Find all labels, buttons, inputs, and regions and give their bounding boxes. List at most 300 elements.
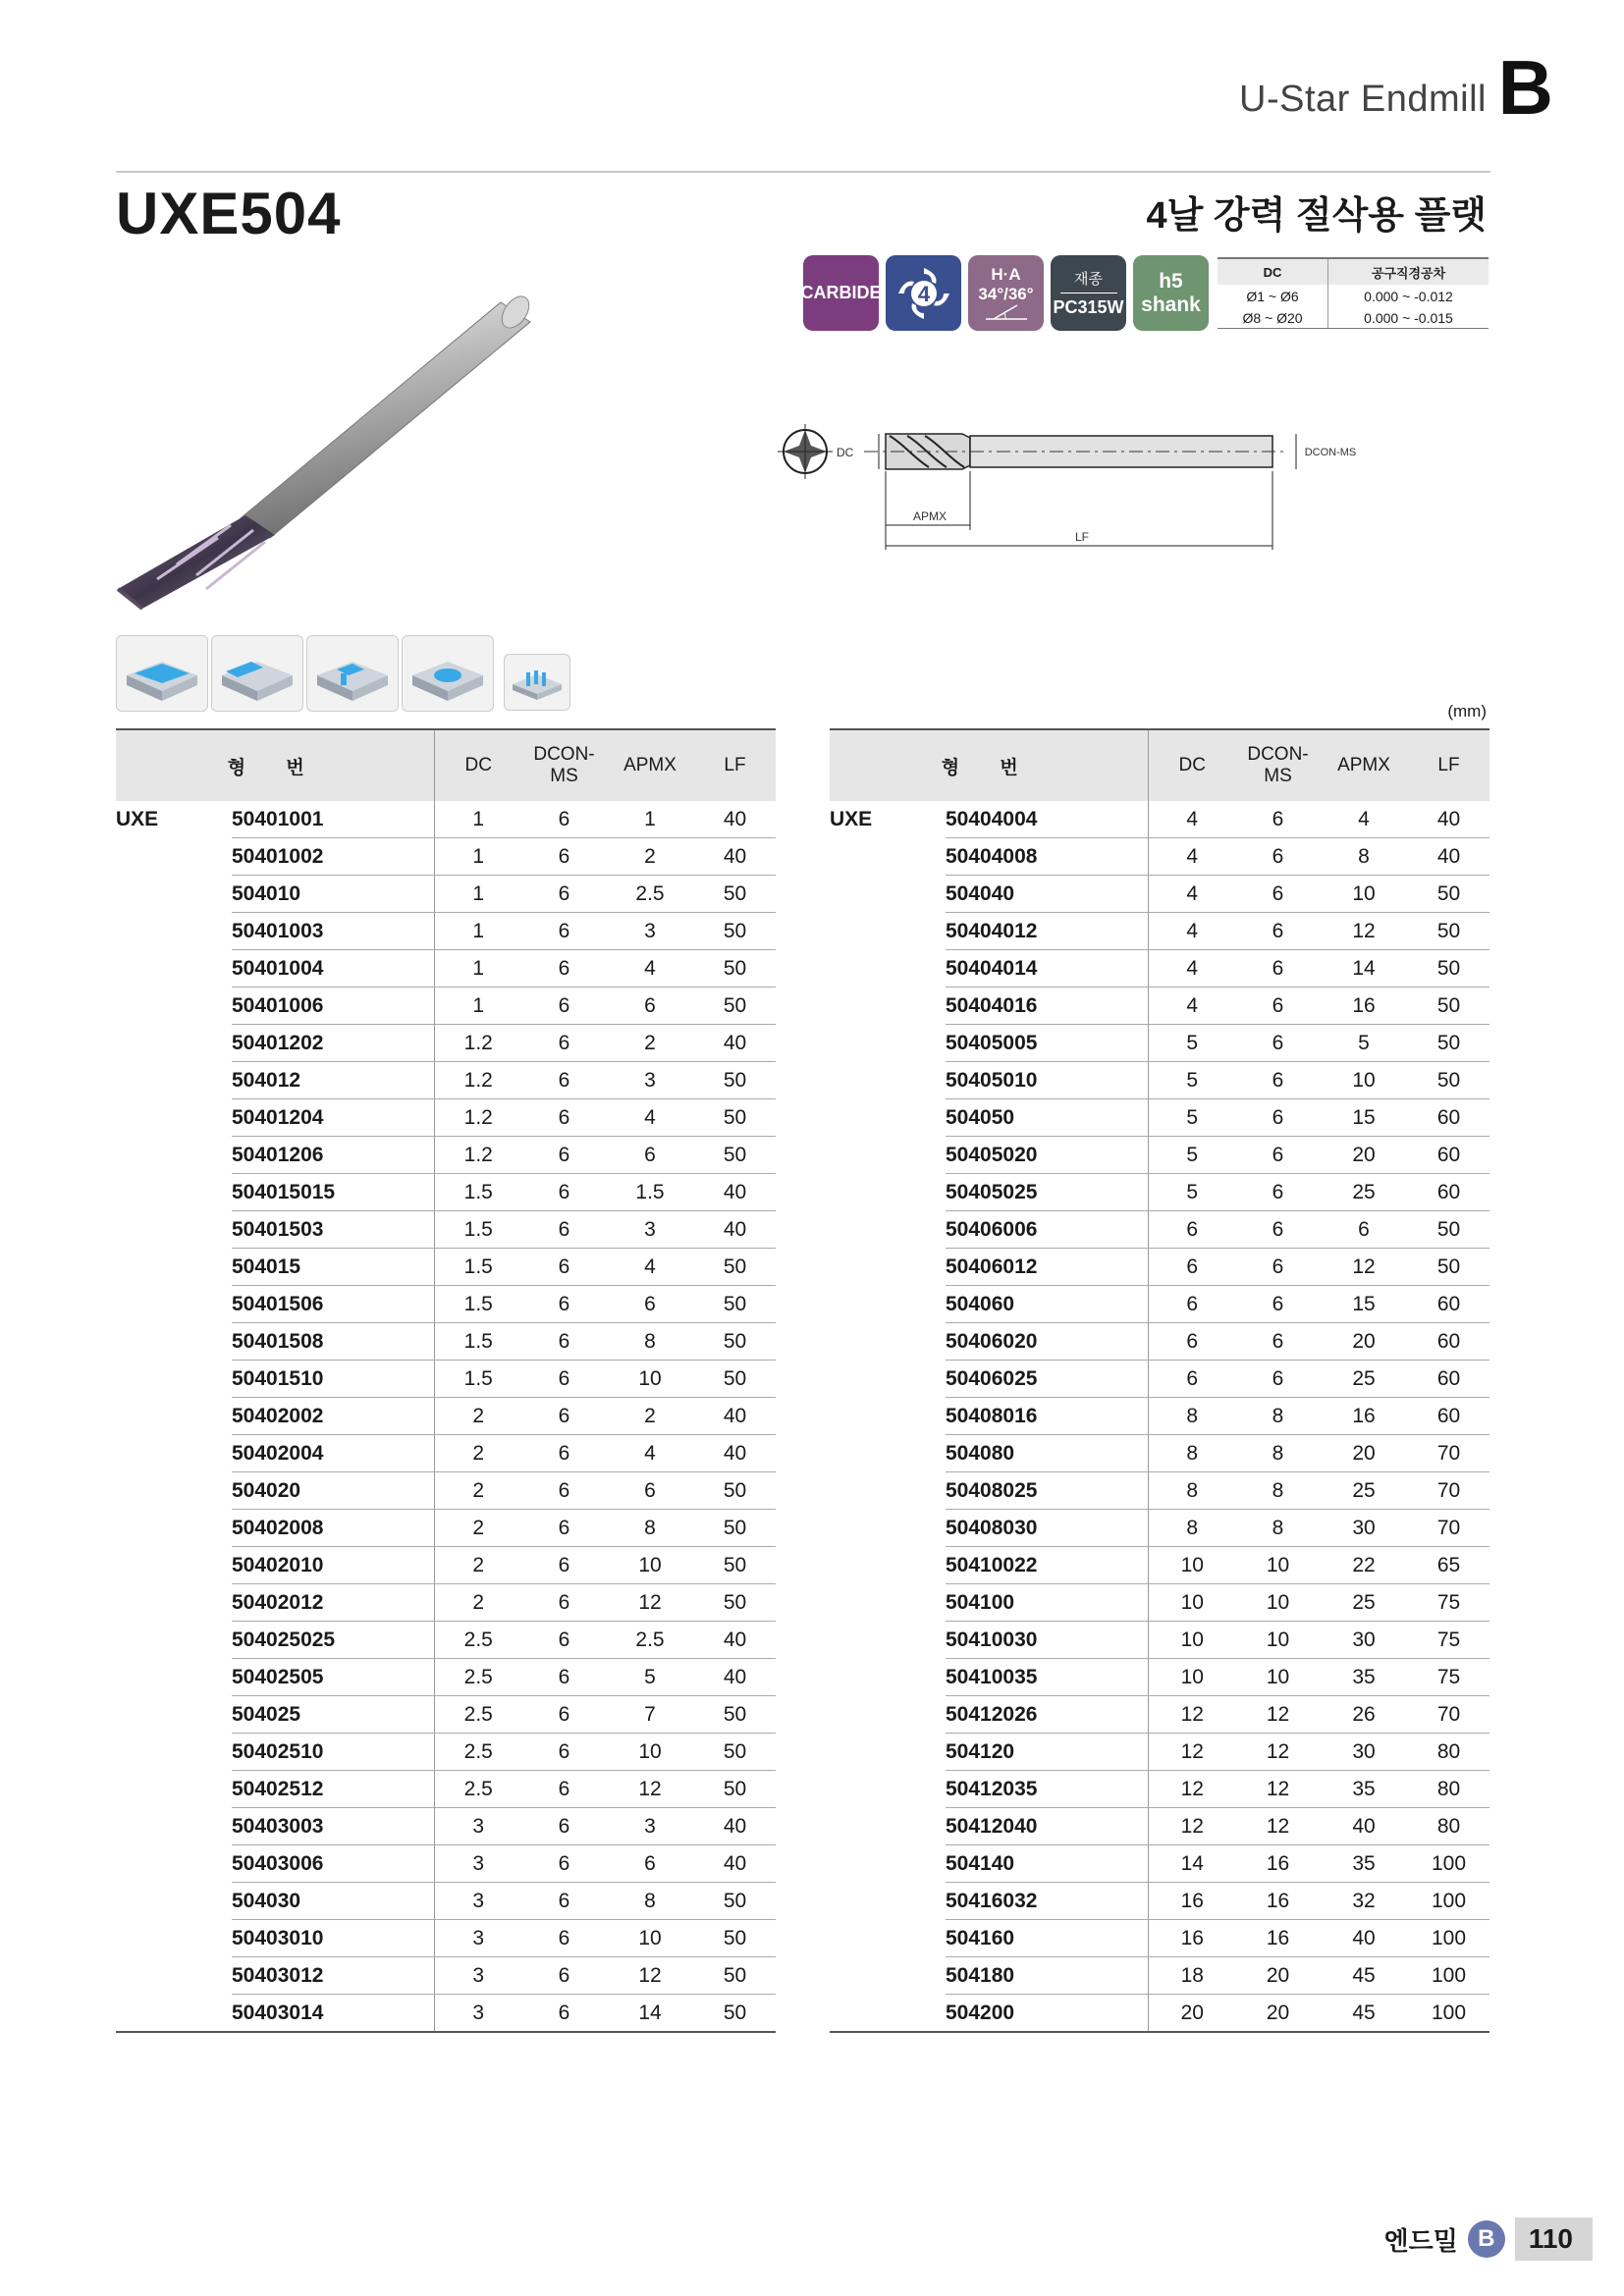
- code-prefix: [116, 1659, 232, 1696]
- table-row: [116, 950, 776, 988]
- table-row: [116, 1211, 776, 1249]
- endmill-product-image: [108, 285, 550, 618]
- unit-label: (mm): [1447, 702, 1487, 721]
- dcon-value: 12: [1236, 1696, 1320, 1734]
- part-number: 504015015: [232, 1174, 434, 1211]
- dcon-value: 6: [522, 1920, 606, 1957]
- part-number: 504030: [232, 1883, 434, 1920]
- dcon-value: 8: [1236, 1435, 1320, 1472]
- lf-value: 75: [1408, 1659, 1489, 1696]
- dcon-value: 6: [522, 1622, 606, 1659]
- part-number: 504040: [946, 876, 1148, 913]
- table-row: [116, 1808, 776, 1845]
- coating-grade-badge: [1051, 255, 1126, 331]
- code-prefix: [830, 1361, 946, 1398]
- table-row: [830, 1659, 1489, 1696]
- dc-value: 2: [434, 1584, 522, 1622]
- part-number: 504100: [946, 1584, 1148, 1622]
- code-prefix: [830, 950, 946, 988]
- lf-value: 40: [694, 1211, 776, 1249]
- table-row: [830, 950, 1489, 988]
- code-prefix: [116, 1845, 232, 1883]
- dc-value: 1.5: [434, 1211, 522, 1249]
- table-row: [116, 1472, 776, 1510]
- part-number: 504120: [946, 1734, 1148, 1771]
- table-row: [116, 1957, 776, 1995]
- diameter-tolerance-table: [1218, 257, 1489, 329]
- table-row: [830, 1995, 1489, 2033]
- code-prefix: [116, 1062, 232, 1099]
- header-code: 형 번: [116, 729, 434, 801]
- lf-value: 80: [1408, 1771, 1489, 1808]
- apmx-value: 3: [606, 1062, 694, 1099]
- dcon-value: 10: [1236, 1659, 1320, 1696]
- tol-range: Ø1 ~ Ø6: [1218, 285, 1328, 306]
- code-prefix: [116, 838, 232, 876]
- pocket-milling-icon: [402, 635, 494, 712]
- apmx-value: 14: [1320, 950, 1408, 988]
- dc-value: 1.5: [434, 1249, 522, 1286]
- dc-value: 6: [1148, 1286, 1236, 1323]
- dcon-value: 6: [1236, 1137, 1320, 1174]
- part-number: 50405025: [946, 1174, 1148, 1211]
- code-prefix: [116, 1808, 232, 1845]
- dcon-value: 6: [522, 1995, 606, 2033]
- dcon-value: 6: [522, 950, 606, 988]
- apmx-label: APMX: [913, 509, 947, 523]
- left-spec-table: [116, 728, 776, 2033]
- dcon-value: 6: [522, 1808, 606, 1845]
- part-number: 50403006: [232, 1845, 434, 1883]
- slot-milling-icon: [306, 635, 399, 712]
- dc-value: 3: [434, 1920, 522, 1957]
- apmx-value: 12: [606, 1957, 694, 1995]
- code-prefix: [830, 1099, 946, 1137]
- dcon-value: 20: [1236, 1995, 1320, 2033]
- lf-value: 60: [1408, 1361, 1489, 1398]
- table-row: [116, 1547, 776, 1584]
- apmx-value: 5: [606, 1659, 694, 1696]
- coating-divider: [1060, 293, 1117, 294]
- lf-value: 40: [694, 838, 776, 876]
- part-number: 50403014: [232, 1995, 434, 2033]
- part-number: 50403003: [232, 1808, 434, 1845]
- helix-angle-icon: [984, 303, 1029, 321]
- carbide-badge: [800, 255, 882, 331]
- apmx-value: 6: [606, 1472, 694, 1510]
- dc-value: 4: [1148, 838, 1236, 876]
- dc-value: 4: [1148, 913, 1236, 950]
- table-row: [116, 988, 776, 1025]
- apmx-value: 8: [606, 1883, 694, 1920]
- apmx-value: 10: [1320, 876, 1408, 913]
- code-prefix: UXE: [116, 807, 159, 830]
- code-prefix: [830, 1249, 946, 1286]
- lf-value: 60: [1408, 1137, 1489, 1174]
- tol-value: 0.000 ~ -0.015: [1328, 306, 1489, 329]
- part-number: 50410030: [946, 1622, 1148, 1659]
- code-prefix: [116, 1920, 232, 1957]
- product-code: UXE504: [116, 181, 342, 246]
- lf-value: 50: [694, 1323, 776, 1361]
- dc-value: 1.5: [434, 1174, 522, 1211]
- tol-range: Ø8 ~ Ø20: [1218, 306, 1328, 329]
- part-number: 50412035: [946, 1771, 1148, 1808]
- code-prefix: [830, 1734, 946, 1771]
- code-prefix: [830, 1510, 946, 1547]
- dcon-value: 6: [522, 1249, 606, 1286]
- header-code: 형 번: [830, 729, 1148, 801]
- lf-value: 75: [1408, 1622, 1489, 1659]
- page-number: 110: [1515, 2217, 1593, 2261]
- apmx-value: 25: [1320, 1584, 1408, 1622]
- part-number: 504050: [946, 1099, 1148, 1137]
- part-number: 50402012: [232, 1584, 434, 1622]
- table-row: [116, 876, 776, 913]
- part-number: 504015: [232, 1249, 434, 1286]
- dc-value: 1: [434, 801, 522, 838]
- dc-value: 16: [1148, 1883, 1236, 1920]
- part-number: 50408030: [946, 1510, 1148, 1547]
- apmx-value: 2: [606, 838, 694, 876]
- code-prefix: [116, 1361, 232, 1398]
- lf-value: 50: [694, 1361, 776, 1398]
- dcon-value: 6: [522, 801, 606, 838]
- code-prefix: [830, 1995, 946, 2033]
- endmill-dimension-drawing: [766, 412, 1394, 560]
- dc-value: 10: [1148, 1659, 1236, 1696]
- part-number: 50405020: [946, 1137, 1148, 1174]
- part-number: 50405005: [946, 1025, 1148, 1062]
- code-prefix: [116, 1771, 232, 1808]
- lf-value: 50: [694, 1547, 776, 1584]
- lf-value: 50: [694, 1062, 776, 1099]
- lf-value: 50: [1408, 1211, 1489, 1249]
- apmx-value: 4: [1320, 801, 1408, 838]
- apmx-value: 16: [1320, 1398, 1408, 1435]
- lf-value: 50: [694, 1137, 776, 1174]
- lf-value: 100: [1408, 1845, 1489, 1883]
- lf-value: 70: [1408, 1435, 1489, 1472]
- dc-value: 3: [434, 1808, 522, 1845]
- apmx-value: 25: [1320, 1361, 1408, 1398]
- dc-value: 2.5: [434, 1659, 522, 1696]
- code-prefix: [116, 1435, 232, 1472]
- dcon-value: 8: [1236, 1398, 1320, 1435]
- dc-value: 1: [434, 913, 522, 950]
- dc-value: 10: [1148, 1622, 1236, 1659]
- carbide-label: CARBIDE: [800, 283, 882, 302]
- table-row: [116, 1771, 776, 1808]
- dc-value: 2: [434, 1510, 522, 1547]
- shank-label: shank: [1141, 293, 1201, 316]
- code-prefix: [116, 1398, 232, 1435]
- table-row: [830, 1025, 1489, 1062]
- part-number: 50402510: [232, 1734, 434, 1771]
- apmx-value: 12: [606, 1771, 694, 1808]
- lf-value: 40: [1408, 838, 1489, 876]
- code-prefix: [830, 1920, 946, 1957]
- code-prefix: [830, 988, 946, 1025]
- dcon-value: 6: [1236, 1249, 1320, 1286]
- part-number: 50401506: [232, 1286, 434, 1323]
- apmx-value: 22: [1320, 1547, 1408, 1584]
- apmx-value: 45: [1320, 1995, 1408, 2033]
- apmx-value: 20: [1320, 1435, 1408, 1472]
- code-prefix: [830, 1584, 946, 1622]
- table-row: [830, 1099, 1489, 1137]
- apmx-value: 6: [606, 1845, 694, 1883]
- table-row: [830, 1062, 1489, 1099]
- dc-value: 5: [1148, 1137, 1236, 1174]
- apmx-value: 8: [606, 1323, 694, 1361]
- dcon-value: 10: [1236, 1547, 1320, 1584]
- dc-value: 2: [434, 1472, 522, 1510]
- dcon-value: 6: [522, 1286, 606, 1323]
- code-prefix: [830, 1174, 946, 1211]
- header-dcon: DCON-MS: [1236, 729, 1320, 801]
- dcon-value: 6: [522, 1211, 606, 1249]
- code-prefix: [116, 1957, 232, 1995]
- dc-value: 1.5: [434, 1361, 522, 1398]
- dcon-value: 6: [522, 1174, 606, 1211]
- code-prefix: [830, 1435, 946, 1472]
- lf-value: 50: [1408, 1062, 1489, 1099]
- code-prefix: [116, 1472, 232, 1510]
- table-row: [116, 1249, 776, 1286]
- shank-tolerance: h5: [1159, 270, 1183, 294]
- dc-value: 6: [1148, 1361, 1236, 1398]
- apmx-value: 30: [1320, 1734, 1408, 1771]
- part-number: 50404016: [946, 988, 1148, 1025]
- flute-count-badge: [886, 255, 961, 331]
- table-row: [116, 1584, 776, 1622]
- code-prefix: [116, 1099, 232, 1137]
- part-number: 50401001: [232, 801, 434, 838]
- dcon-value: 6: [522, 1845, 606, 1883]
- coating-label: 재종: [1074, 271, 1103, 288]
- lf-value: 65: [1408, 1547, 1489, 1584]
- code-prefix: [830, 1771, 946, 1808]
- part-number: 50402010: [232, 1547, 434, 1584]
- dcon-value: 6: [522, 876, 606, 913]
- table-row: [830, 1174, 1489, 1211]
- lf-value: 40: [694, 801, 776, 838]
- code-prefix: [830, 876, 946, 913]
- part-number: 50404004: [946, 801, 1148, 838]
- part-number: 50406025: [946, 1361, 1148, 1398]
- table-row: [830, 1696, 1489, 1734]
- lf-value: 50: [694, 1286, 776, 1323]
- dc-value: 5: [1148, 1099, 1236, 1137]
- lf-value: 60: [1408, 1398, 1489, 1435]
- lf-value: 60: [1408, 1174, 1489, 1211]
- lf-value: 50: [1408, 913, 1489, 950]
- lf-value: 40: [694, 1845, 776, 1883]
- dcon-value: 6: [1236, 1062, 1320, 1099]
- table-row: [116, 1696, 776, 1734]
- lf-value: 50: [694, 1099, 776, 1137]
- dcon-value: 6: [522, 913, 606, 950]
- table-row: [830, 1398, 1489, 1435]
- shoulder-milling-icon: [211, 635, 303, 712]
- table-row: [830, 1771, 1489, 1808]
- apmx-value: 2.5: [606, 876, 694, 913]
- apmx-value: 3: [606, 1211, 694, 1249]
- dc-value: 3: [434, 1845, 522, 1883]
- part-number: 504140: [946, 1845, 1148, 1883]
- dcon-value: 10: [1236, 1622, 1320, 1659]
- code-prefix: [830, 1547, 946, 1584]
- code-prefix: [116, 1174, 232, 1211]
- header-lf: LF: [1408, 729, 1489, 801]
- lf-value: 50: [694, 1249, 776, 1286]
- dc-value: 1: [434, 988, 522, 1025]
- apmx-value: 26: [1320, 1696, 1408, 1734]
- table-row: [830, 1510, 1489, 1547]
- code-prefix: [830, 1062, 946, 1099]
- code-prefix: [830, 1696, 946, 1734]
- table-row: [830, 838, 1489, 876]
- dc-value: 4: [1148, 988, 1236, 1025]
- dc-value: 1.5: [434, 1286, 522, 1323]
- dc-value: 4: [1148, 876, 1236, 913]
- header-apmx: APMX: [606, 729, 694, 801]
- code-prefix: [116, 1286, 232, 1323]
- part-number: 504012: [232, 1062, 434, 1099]
- apmx-value: 8: [606, 1510, 694, 1547]
- apmx-value: 12: [1320, 913, 1408, 950]
- part-number: 50402512: [232, 1771, 434, 1808]
- dcon-value: 16: [1236, 1920, 1320, 1957]
- dcon-value: 6: [522, 1584, 606, 1622]
- part-number: 50404012: [946, 913, 1148, 950]
- dc-value: 8: [1148, 1472, 1236, 1510]
- section-letter: B: [1497, 44, 1553, 131]
- lf-value: 40: [694, 1398, 776, 1435]
- four-flute-icon: [893, 262, 955, 325]
- dc-value: 3: [434, 1883, 522, 1920]
- table-row: [830, 1584, 1489, 1622]
- dc-value: 2: [434, 1435, 522, 1472]
- apmx-value: 15: [1320, 1286, 1408, 1323]
- dcon-value: 6: [1236, 801, 1320, 838]
- apmx-value: 40: [1320, 1808, 1408, 1845]
- table-row: [830, 801, 1489, 838]
- code-prefix: [830, 838, 946, 876]
- table-row: [830, 1472, 1489, 1510]
- dcon-value: 16: [1236, 1845, 1320, 1883]
- dcon-value: 8: [1236, 1472, 1320, 1510]
- part-number: 504060: [946, 1286, 1148, 1323]
- table-row: [830, 1622, 1489, 1659]
- part-number: 50404014: [946, 950, 1148, 988]
- code-prefix: [116, 1510, 232, 1547]
- table-row: [116, 1174, 776, 1211]
- apmx-value: 2: [606, 1398, 694, 1435]
- lf-value: 100: [1408, 1957, 1489, 1995]
- table-row: [116, 1734, 776, 1771]
- part-number: 50406020: [946, 1323, 1148, 1361]
- lf-value: 40: [694, 1659, 776, 1696]
- dcon-value: 12: [1236, 1808, 1320, 1845]
- lf-value: 50: [694, 1771, 776, 1808]
- code-prefix: UXE: [830, 807, 873, 830]
- lf-value: 50: [1408, 988, 1489, 1025]
- code-prefix: [830, 1211, 946, 1249]
- table-row: [116, 1398, 776, 1435]
- apmx-value: 4: [606, 1435, 694, 1472]
- part-number: 50401006: [232, 988, 434, 1025]
- table-row: [116, 1435, 776, 1472]
- apmx-value: 12: [606, 1584, 694, 1622]
- apmx-value: 1: [606, 801, 694, 838]
- footer-section-badge: B: [1468, 2220, 1505, 2258]
- table-row: [830, 1734, 1489, 1771]
- dc-value: 2: [434, 1398, 522, 1435]
- table-row: [116, 1286, 776, 1323]
- plunge-milling-icon: [504, 654, 570, 711]
- lf-value: 50: [694, 1920, 776, 1957]
- table-row: [830, 1286, 1489, 1323]
- dc-value: 3: [434, 1957, 522, 1995]
- lf-value: 80: [1408, 1734, 1489, 1771]
- apmx-value: 10: [606, 1361, 694, 1398]
- dc-label: DC: [837, 446, 854, 459]
- page-footer: [1383, 2217, 1593, 2261]
- dcon-value: 6: [522, 838, 606, 876]
- dcon-value: 6: [522, 1099, 606, 1137]
- apmx-value: 15: [1320, 1099, 1408, 1137]
- dcon-label: DCON-MS: [1304, 447, 1357, 458]
- table-row: [116, 1025, 776, 1062]
- helix-label: H·A: [991, 264, 1021, 284]
- part-number: 50401002: [232, 838, 434, 876]
- dc-value: 1.2: [434, 1025, 522, 1062]
- apmx-value: 3: [606, 913, 694, 950]
- code-prefix: [116, 1734, 232, 1771]
- lf-value: 50: [694, 1883, 776, 1920]
- table-row: [830, 1547, 1489, 1584]
- part-number: 50401206: [232, 1137, 434, 1174]
- lf-value: 50: [694, 1472, 776, 1510]
- code-prefix: [116, 1211, 232, 1249]
- part-number: 50406012: [946, 1249, 1148, 1286]
- dc-value: 1: [434, 876, 522, 913]
- dcon-value: 6: [522, 1472, 606, 1510]
- code-prefix: [830, 1622, 946, 1659]
- table-row: [830, 1883, 1489, 1920]
- dcon-value: 6: [1236, 1361, 1320, 1398]
- lf-value: 40: [1408, 801, 1489, 838]
- dc-value: 6: [1148, 1323, 1236, 1361]
- part-number: 50410035: [946, 1659, 1148, 1696]
- part-number: 504025: [232, 1696, 434, 1734]
- dcon-value: 6: [522, 1025, 606, 1062]
- flute-count: 4: [917, 281, 930, 306]
- lf-value: 40: [694, 1808, 776, 1845]
- lf-value: 70: [1408, 1472, 1489, 1510]
- dcon-value: 6: [1236, 988, 1320, 1025]
- table-row: [830, 1920, 1489, 1957]
- dcon-value: 6: [522, 1547, 606, 1584]
- part-number: 50404008: [946, 838, 1148, 876]
- apmx-value: 30: [1320, 1510, 1408, 1547]
- lf-value: 75: [1408, 1584, 1489, 1622]
- part-number: 50401510: [232, 1361, 434, 1398]
- apmx-value: 30: [1320, 1622, 1408, 1659]
- dcon-value: 6: [522, 1398, 606, 1435]
